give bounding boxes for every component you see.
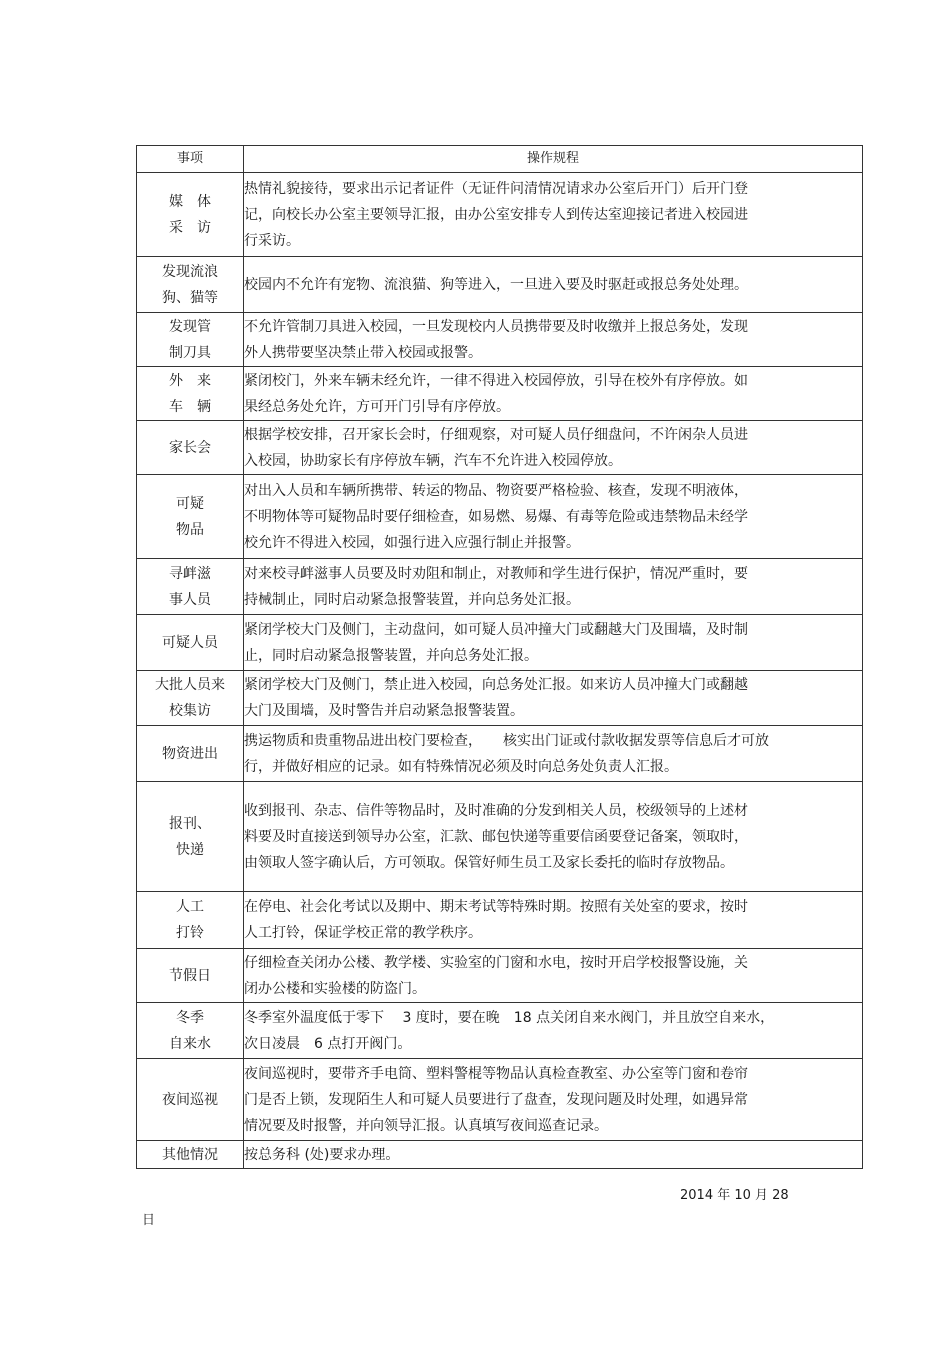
item-cell: 节假日: [137, 949, 244, 1003]
procedure-cell: 紧闭学校大门及侧门，主动盘问，如可疑人员冲撞大门或翻越大门及围墙，及时制 止，同时启动紧急报警装置，并向总务处汇报。: [244, 615, 863, 671]
item-cell: 夜间巡视: [137, 1059, 244, 1141]
item-cell: 冬季 自来水: [137, 1003, 244, 1059]
procedure-cell: 按总务科 (处)要求办理。: [244, 1141, 863, 1169]
table-row: [137, 313, 863, 367]
item-cell: 家长会: [137, 421, 244, 475]
procedure-cell: 紧闭学校大门及侧门，禁止进入校园，向总务处汇报。如来访人员冲撞大门或翻越 大门及围墙，及时警告并启动紧急报警装置。: [244, 671, 863, 726]
item-cell: 发现管 制刀具: [137, 313, 244, 367]
date-line: 2014 年 10 月 28: [680, 1188, 789, 1203]
header-item: 事项: [137, 146, 244, 173]
table-row: [137, 421, 863, 475]
table-row: [137, 1141, 863, 1169]
item-cell: 人工 打铃: [137, 892, 244, 949]
table-row: [137, 782, 863, 892]
table-header-row: [137, 146, 863, 173]
item-cell: 媒 体 采 访: [137, 173, 244, 257]
table-row: [137, 726, 863, 782]
procedure-cell: 对出入人员和车辆所携带、转运的物品、物资要严格检验、核查，发现不明液体， 不明物体等可疑物品时要仔细检查，如易燃、易爆、有毒等危险或违禁物品未经学 校允许不得进入校园，如强行进入应强行制止并报警。: [244, 475, 863, 559]
table-row: [137, 257, 863, 313]
table-row: [137, 475, 863, 559]
item-cell: 可疑 物品: [137, 475, 244, 559]
procedure-cell: 校园内不允许有宠物、流浪猫、狗等进入，一旦进入要及时驱赶或报总务处处理。: [244, 257, 863, 313]
table-row: [137, 892, 863, 949]
table-row: [137, 671, 863, 726]
procedure-cell: 仔细检查关闭办公楼、教学楼、实验室的门窗和水电，按时开启学校报警设施，关 闭办公楼和实验楼的防盗门。: [244, 949, 863, 1003]
header-procedure: 操作规程: [244, 146, 863, 173]
table-row: [137, 1003, 863, 1059]
procedure-cell: 夜间巡视时，要带齐手电筒、塑料警棍等物品认真检查教室、办公室等门窗和卷帘 门是否上锁，发现陌生人和可疑人员要进行了盘查，发现问题及时处理，如遇异常 情况要及时报警，并向领导汇报。认真填写夜间巡查记录。: [244, 1059, 863, 1141]
procedure-cell: 在停电、社会化考试以及期中、期末考试等特殊时期。按照有关处室的要求，按时 人工打铃，保证学校正常的教学秩序。: [244, 892, 863, 949]
table-row: [137, 367, 863, 421]
table-row: [137, 559, 863, 615]
procedure-cell: 冬季室外温度低于零下 3 度时，要在晚 18 点关闭自来水阀门，并且放空自来水， 次日凌晨 6 点打开阀门。: [244, 1003, 863, 1059]
item-cell: 寻衅滋 事人员: [137, 559, 244, 615]
procedure-cell: 根据学校安排，召开家长会时，仔细观察，对可疑人员仔细盘问，不许闲杂人员进 入校园，协助家长有序停放车辆，汽车不允许进入校园停放。: [244, 421, 863, 475]
procedure-cell: 收到报刊、杂志、信件等物品时，及时准确的分发到相关人员，校级领导的上述材 料要及时直接送到领导办公室，汇款、邮包快递等重要信函要登记备案，领取时， 由领取人签字确认后，方可领取。保管好师生员工及家长委托的临时存放物品。: [244, 782, 863, 892]
table-row: [137, 1059, 863, 1141]
item-cell: 发现流浪 狗、猫等: [137, 257, 244, 313]
date-day: 日: [142, 1213, 156, 1228]
procedure-cell: 热情礼貌接待，要求出示记者证件（无证件问清情况请求办公室后开门）后开门登 记，向校长办公室主要领导汇报，由办公室安排专人到传达室迎接记者进入校园进 行采访。: [244, 173, 863, 257]
item-cell: 外 来 车 辆: [137, 367, 244, 421]
procedure-cell: 携运物质和贵重物品进出校门要检查， 核实出门证或付款收据发票等信息后才可放 行，并做好相应的记录。如有特殊情况必须及时向总务处负责人汇报。: [244, 726, 863, 782]
procedure-cell: 不允许管制刀具进入校园，一旦发现校内人员携带要及时收缴并上报总务处，发现 外人携带要坚决禁止带入校园或报警。: [244, 313, 863, 367]
item-cell: 其他情况: [137, 1141, 244, 1169]
item-cell: 大批人员来 校集访: [137, 671, 244, 726]
procedure-cell: 紧闭校门，外来车辆未经允许，一律不得进入校园停放，引导在校外有序停放。如 果经总务处允许，方可开门引导有序停放。: [244, 367, 863, 421]
item-cell: 可疑人员: [137, 615, 244, 671]
table-row: [137, 949, 863, 1003]
item-cell: 报刊、 快递: [137, 782, 244, 892]
security-rules-table: [136, 145, 863, 1169]
table-row: [137, 173, 863, 257]
table-row: [137, 615, 863, 671]
item-cell: 物资进出: [137, 726, 244, 782]
procedure-cell: 对来校寻衅滋事人员要及时劝阻和制止，对教师和学生进行保护，情况严重时，要 持械制止，同时启动紧急报警装置，并向总务处汇报。: [244, 559, 863, 615]
